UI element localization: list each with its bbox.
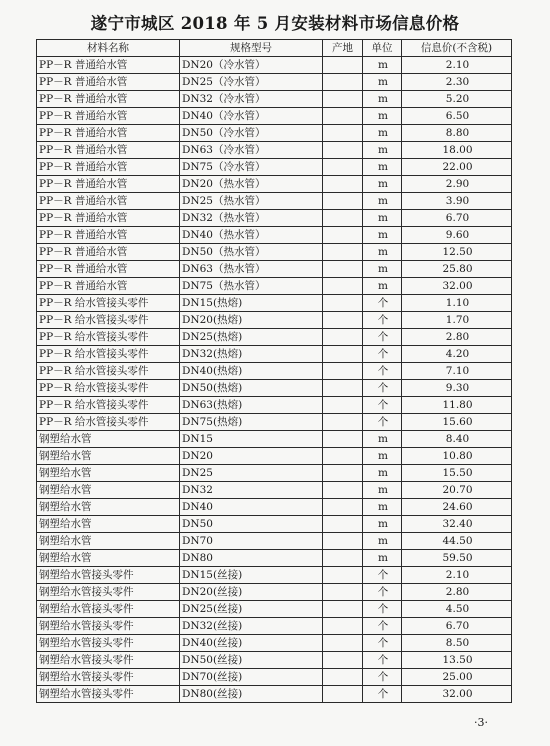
cell-unit: 个	[363, 346, 402, 363]
cell-spec: DN63(热熔)	[180, 397, 323, 414]
cell-spec: DN15(热熔)	[180, 295, 323, 312]
cell-spec: DN40	[180, 499, 323, 516]
cell-unit: 个	[363, 669, 402, 686]
cell-origin	[323, 176, 363, 193]
cell-price: 9.60	[402, 227, 512, 244]
cell-material-name: PP－R 普通给水管	[37, 176, 180, 193]
cell-unit: m	[363, 261, 402, 278]
cell-material-name: 钢塑给水管	[37, 516, 180, 533]
cell-material-name: PP－R 普通给水管	[37, 261, 180, 278]
cell-price: 4.20	[402, 346, 512, 363]
cell-unit: 个	[363, 363, 402, 380]
cell-origin	[323, 108, 363, 125]
cell-spec: DN25(丝接)	[180, 601, 323, 618]
cell-spec: DN25(热熔)	[180, 329, 323, 346]
header-origin: 产地	[323, 40, 363, 57]
table-row	[37, 567, 512, 584]
cell-price: 6.70	[402, 210, 512, 227]
table-row	[37, 295, 512, 312]
cell-price: 15.50	[402, 465, 512, 482]
cell-unit: m	[363, 176, 402, 193]
table-row	[37, 380, 512, 397]
cell-origin	[323, 57, 363, 74]
cell-price: 5.20	[402, 91, 512, 108]
table-row	[37, 533, 512, 550]
cell-material-name: PP－R 普通给水管	[37, 193, 180, 210]
cell-spec: DN15	[180, 431, 323, 448]
table-row	[37, 159, 512, 176]
cell-material-name: PP－R 普通给水管	[37, 278, 180, 295]
cell-material-name: PP－R 普通给水管	[37, 108, 180, 125]
cell-spec: DN15(丝接)	[180, 567, 323, 584]
cell-origin	[323, 74, 363, 91]
cell-price: 1.70	[402, 312, 512, 329]
cell-price: 32.40	[402, 516, 512, 533]
cell-spec: DN20（热水管）	[180, 176, 323, 193]
cell-unit: m	[363, 108, 402, 125]
table-row	[37, 210, 512, 227]
cell-unit: 个	[363, 652, 402, 669]
cell-price: 2.80	[402, 584, 512, 601]
cell-material-name: PP－R 普通给水管	[37, 91, 180, 108]
cell-spec: DN32(丝接)	[180, 618, 323, 635]
cell-origin	[323, 533, 363, 550]
cell-price: 32.00	[402, 278, 512, 295]
cell-material-name: 钢塑给水管接头零件	[37, 686, 180, 703]
cell-price: 3.90	[402, 193, 512, 210]
cell-material-name: PP－R 普通给水管	[37, 125, 180, 142]
cell-spec: DN80(丝接)	[180, 686, 323, 703]
cell-origin	[323, 516, 363, 533]
cell-origin	[323, 686, 363, 703]
cell-origin	[323, 448, 363, 465]
cell-unit: m	[363, 482, 402, 499]
cell-origin	[323, 295, 363, 312]
cell-origin	[323, 261, 363, 278]
cell-spec: DN20(热熔)	[180, 312, 323, 329]
cell-unit: m	[363, 74, 402, 91]
table-row	[37, 244, 512, 261]
cell-origin	[323, 635, 363, 652]
cell-unit: m	[363, 159, 402, 176]
cell-price: 9.30	[402, 380, 512, 397]
cell-origin	[323, 465, 363, 482]
cell-material-name: PP－R 普通给水管	[37, 159, 180, 176]
table-row	[37, 448, 512, 465]
cell-price: 12.50	[402, 244, 512, 261]
cell-unit: 个	[363, 295, 402, 312]
cell-origin	[323, 142, 363, 159]
table-row	[37, 329, 512, 346]
cell-spec: DN40(丝接)	[180, 635, 323, 652]
cell-price: 7.10	[402, 363, 512, 380]
cell-unit: m	[363, 91, 402, 108]
cell-spec: DN20（冷水管）	[180, 57, 323, 74]
cell-origin	[323, 414, 363, 431]
price-table	[36, 39, 512, 703]
cell-unit: 个	[363, 618, 402, 635]
cell-price: 6.50	[402, 108, 512, 125]
cell-spec: DN20(丝接)	[180, 584, 323, 601]
table-row	[37, 482, 512, 499]
cell-material-name: PP－R 给水管接头零件	[37, 312, 180, 329]
cell-spec: DN25	[180, 465, 323, 482]
cell-spec: DN75（冷水管）	[180, 159, 323, 176]
cell-price: 4.50	[402, 601, 512, 618]
cell-spec: DN63（冷水管）	[180, 142, 323, 159]
cell-unit: m	[363, 193, 402, 210]
cell-price: 59.50	[402, 550, 512, 567]
cell-spec: DN32（冷水管）	[180, 91, 323, 108]
cell-spec: DN70(丝接)	[180, 669, 323, 686]
table-row	[37, 261, 512, 278]
page-number: ·3·	[474, 716, 488, 729]
table-row	[37, 278, 512, 295]
cell-origin	[323, 244, 363, 261]
cell-material-name: PP－R 给水管接头零件	[37, 380, 180, 397]
cell-unit: m	[363, 499, 402, 516]
table-row	[37, 652, 512, 669]
cell-material-name: PP－R 普通给水管	[37, 57, 180, 74]
cell-material-name: PP－R 给水管接头零件	[37, 397, 180, 414]
cell-unit: m	[363, 57, 402, 74]
cell-origin	[323, 125, 363, 142]
cell-origin	[323, 584, 363, 601]
table-row	[37, 142, 512, 159]
cell-unit: 个	[363, 635, 402, 652]
cell-unit: m	[363, 465, 402, 482]
cell-material-name: 钢塑给水管	[37, 533, 180, 550]
cell-origin	[323, 618, 363, 635]
cell-spec: DN70	[180, 533, 323, 550]
header-material-name: 材料名称	[37, 40, 180, 57]
table-row	[37, 312, 512, 329]
cell-unit: 个	[363, 686, 402, 703]
cell-material-name: PP－R 普通给水管	[37, 74, 180, 91]
cell-unit: m	[363, 227, 402, 244]
cell-material-name: 钢塑给水管接头零件	[37, 567, 180, 584]
cell-material-name: PP－R 普通给水管	[37, 142, 180, 159]
cell-spec: DN20	[180, 448, 323, 465]
cell-material-name: 钢塑给水管	[37, 550, 180, 567]
table-row	[37, 193, 512, 210]
cell-price: 32.00	[402, 686, 512, 703]
cell-material-name: PP－R 普通给水管	[37, 244, 180, 261]
cell-price: 1.10	[402, 295, 512, 312]
cell-material-name: 钢塑给水管接头零件	[37, 618, 180, 635]
cell-origin	[323, 567, 363, 584]
table-row	[37, 57, 512, 74]
cell-origin	[323, 669, 363, 686]
table-row	[37, 74, 512, 91]
table-row	[37, 516, 512, 533]
cell-spec: DN40（热水管）	[180, 227, 323, 244]
cell-material-name: 钢塑给水管	[37, 465, 180, 482]
cell-unit: m	[363, 516, 402, 533]
cell-unit: 个	[363, 414, 402, 431]
cell-origin	[323, 601, 363, 618]
cell-unit: m	[363, 431, 402, 448]
cell-material-name: 钢塑给水管	[37, 431, 180, 448]
table-row	[37, 601, 512, 618]
table-row	[37, 584, 512, 601]
cell-unit: m	[363, 448, 402, 465]
cell-unit: 个	[363, 584, 402, 601]
cell-unit: m	[363, 244, 402, 261]
table-row	[37, 414, 512, 431]
cell-unit: 个	[363, 397, 402, 414]
cell-origin	[323, 210, 363, 227]
cell-origin	[323, 550, 363, 567]
table-row	[37, 618, 512, 635]
cell-spec: DN50(丝接)	[180, 652, 323, 669]
cell-price: 2.30	[402, 74, 512, 91]
cell-material-name: PP－R 给水管接头零件	[37, 295, 180, 312]
cell-origin	[323, 397, 363, 414]
table-row	[37, 465, 512, 482]
cell-unit: m	[363, 550, 402, 567]
cell-material-name: 钢塑给水管	[37, 499, 180, 516]
cell-price: 25.80	[402, 261, 512, 278]
cell-price: 13.50	[402, 652, 512, 669]
table-row	[37, 550, 512, 567]
cell-material-name: PP－R 普通给水管	[37, 210, 180, 227]
cell-price: 8.40	[402, 431, 512, 448]
cell-origin	[323, 278, 363, 295]
cell-price: 24.60	[402, 499, 512, 516]
cell-material-name: 钢塑给水管接头零件	[37, 669, 180, 686]
cell-price: 20.70	[402, 482, 512, 499]
cell-price: 22.00	[402, 159, 512, 176]
cell-unit: 个	[363, 380, 402, 397]
cell-origin	[323, 346, 363, 363]
cell-origin	[323, 91, 363, 108]
cell-origin	[323, 363, 363, 380]
cell-unit: m	[363, 142, 402, 159]
cell-unit: 个	[363, 329, 402, 346]
cell-spec: DN32(热熔)	[180, 346, 323, 363]
table-row	[37, 346, 512, 363]
cell-price: 44.50	[402, 533, 512, 550]
cell-spec: DN50（冷水管）	[180, 125, 323, 142]
table-row	[37, 176, 512, 193]
table-row	[37, 669, 512, 686]
cell-unit: 个	[363, 312, 402, 329]
cell-price: 2.90	[402, 176, 512, 193]
cell-origin	[323, 380, 363, 397]
cell-origin	[323, 193, 363, 210]
cell-price: 25.00	[402, 669, 512, 686]
cell-material-name: 钢塑给水管接头零件	[37, 652, 180, 669]
cell-spec: DN80	[180, 550, 323, 567]
cell-spec: DN40(热熔)	[180, 363, 323, 380]
table-header-row	[37, 40, 512, 57]
cell-spec: DN32（热水管）	[180, 210, 323, 227]
cell-material-name: 钢塑给水管接头零件	[37, 601, 180, 618]
cell-spec: DN32	[180, 482, 323, 499]
cell-unit: 个	[363, 601, 402, 618]
table-body	[37, 57, 512, 703]
cell-spec: DN75（热水管）	[180, 278, 323, 295]
cell-unit: 个	[363, 567, 402, 584]
cell-origin	[323, 227, 363, 244]
cell-price: 2.10	[402, 57, 512, 74]
cell-price: 6.70	[402, 618, 512, 635]
cell-origin	[323, 652, 363, 669]
cell-spec: DN63（热水管）	[180, 261, 323, 278]
cell-origin	[323, 499, 363, 516]
cell-spec: DN40（冷水管）	[180, 108, 323, 125]
table-row	[37, 397, 512, 414]
cell-price: 2.10	[402, 567, 512, 584]
cell-material-name: PP－R 给水管接头零件	[37, 346, 180, 363]
cell-spec: DN25（冷水管）	[180, 74, 323, 91]
table-row	[37, 499, 512, 516]
cell-price: 18.00	[402, 142, 512, 159]
cell-origin	[323, 431, 363, 448]
table-row	[37, 91, 512, 108]
cell-spec: DN50（热水管）	[180, 244, 323, 261]
cell-origin	[323, 329, 363, 346]
table-row	[37, 125, 512, 142]
cell-material-name: PP－R 普通给水管	[37, 227, 180, 244]
header-spec: 规格型号	[180, 40, 323, 57]
cell-unit: m	[363, 278, 402, 295]
cell-unit: m	[363, 533, 402, 550]
cell-unit: m	[363, 125, 402, 142]
cell-price: 10.80	[402, 448, 512, 465]
cell-material-name: 钢塑给水管	[37, 448, 180, 465]
table-row	[37, 686, 512, 703]
cell-spec: DN25（热水管）	[180, 193, 323, 210]
table-row	[37, 108, 512, 125]
cell-spec: DN50	[180, 516, 323, 533]
page-title: 遂宁市城区 2018 年 5 月安装材料市场信息价格	[90, 14, 460, 33]
cell-material-name: PP－R 给水管接头零件	[37, 363, 180, 380]
cell-origin	[323, 482, 363, 499]
cell-price: 8.80	[402, 125, 512, 142]
cell-price: 8.50	[402, 635, 512, 652]
cell-origin	[323, 159, 363, 176]
cell-price: 15.60	[402, 414, 512, 431]
header-unit: 单位	[363, 40, 402, 57]
table-row	[37, 227, 512, 244]
cell-material-name: 钢塑给水管接头零件	[37, 635, 180, 652]
table-row	[37, 635, 512, 652]
cell-unit: m	[363, 210, 402, 227]
cell-material-name: PP－R 给水管接头零件	[37, 329, 180, 346]
cell-spec: DN75(热熔)	[180, 414, 323, 431]
cell-material-name: 钢塑给水管	[37, 482, 180, 499]
cell-spec: DN50(热熔)	[180, 380, 323, 397]
cell-origin	[323, 312, 363, 329]
table-row	[37, 431, 512, 448]
table-row	[37, 363, 512, 380]
cell-material-name: PP－R 给水管接头零件	[37, 414, 180, 431]
cell-material-name: 钢塑给水管接头零件	[37, 584, 180, 601]
cell-price: 2.80	[402, 329, 512, 346]
header-price: 信息价(不含税)	[402, 40, 512, 57]
cell-price: 11.80	[402, 397, 512, 414]
